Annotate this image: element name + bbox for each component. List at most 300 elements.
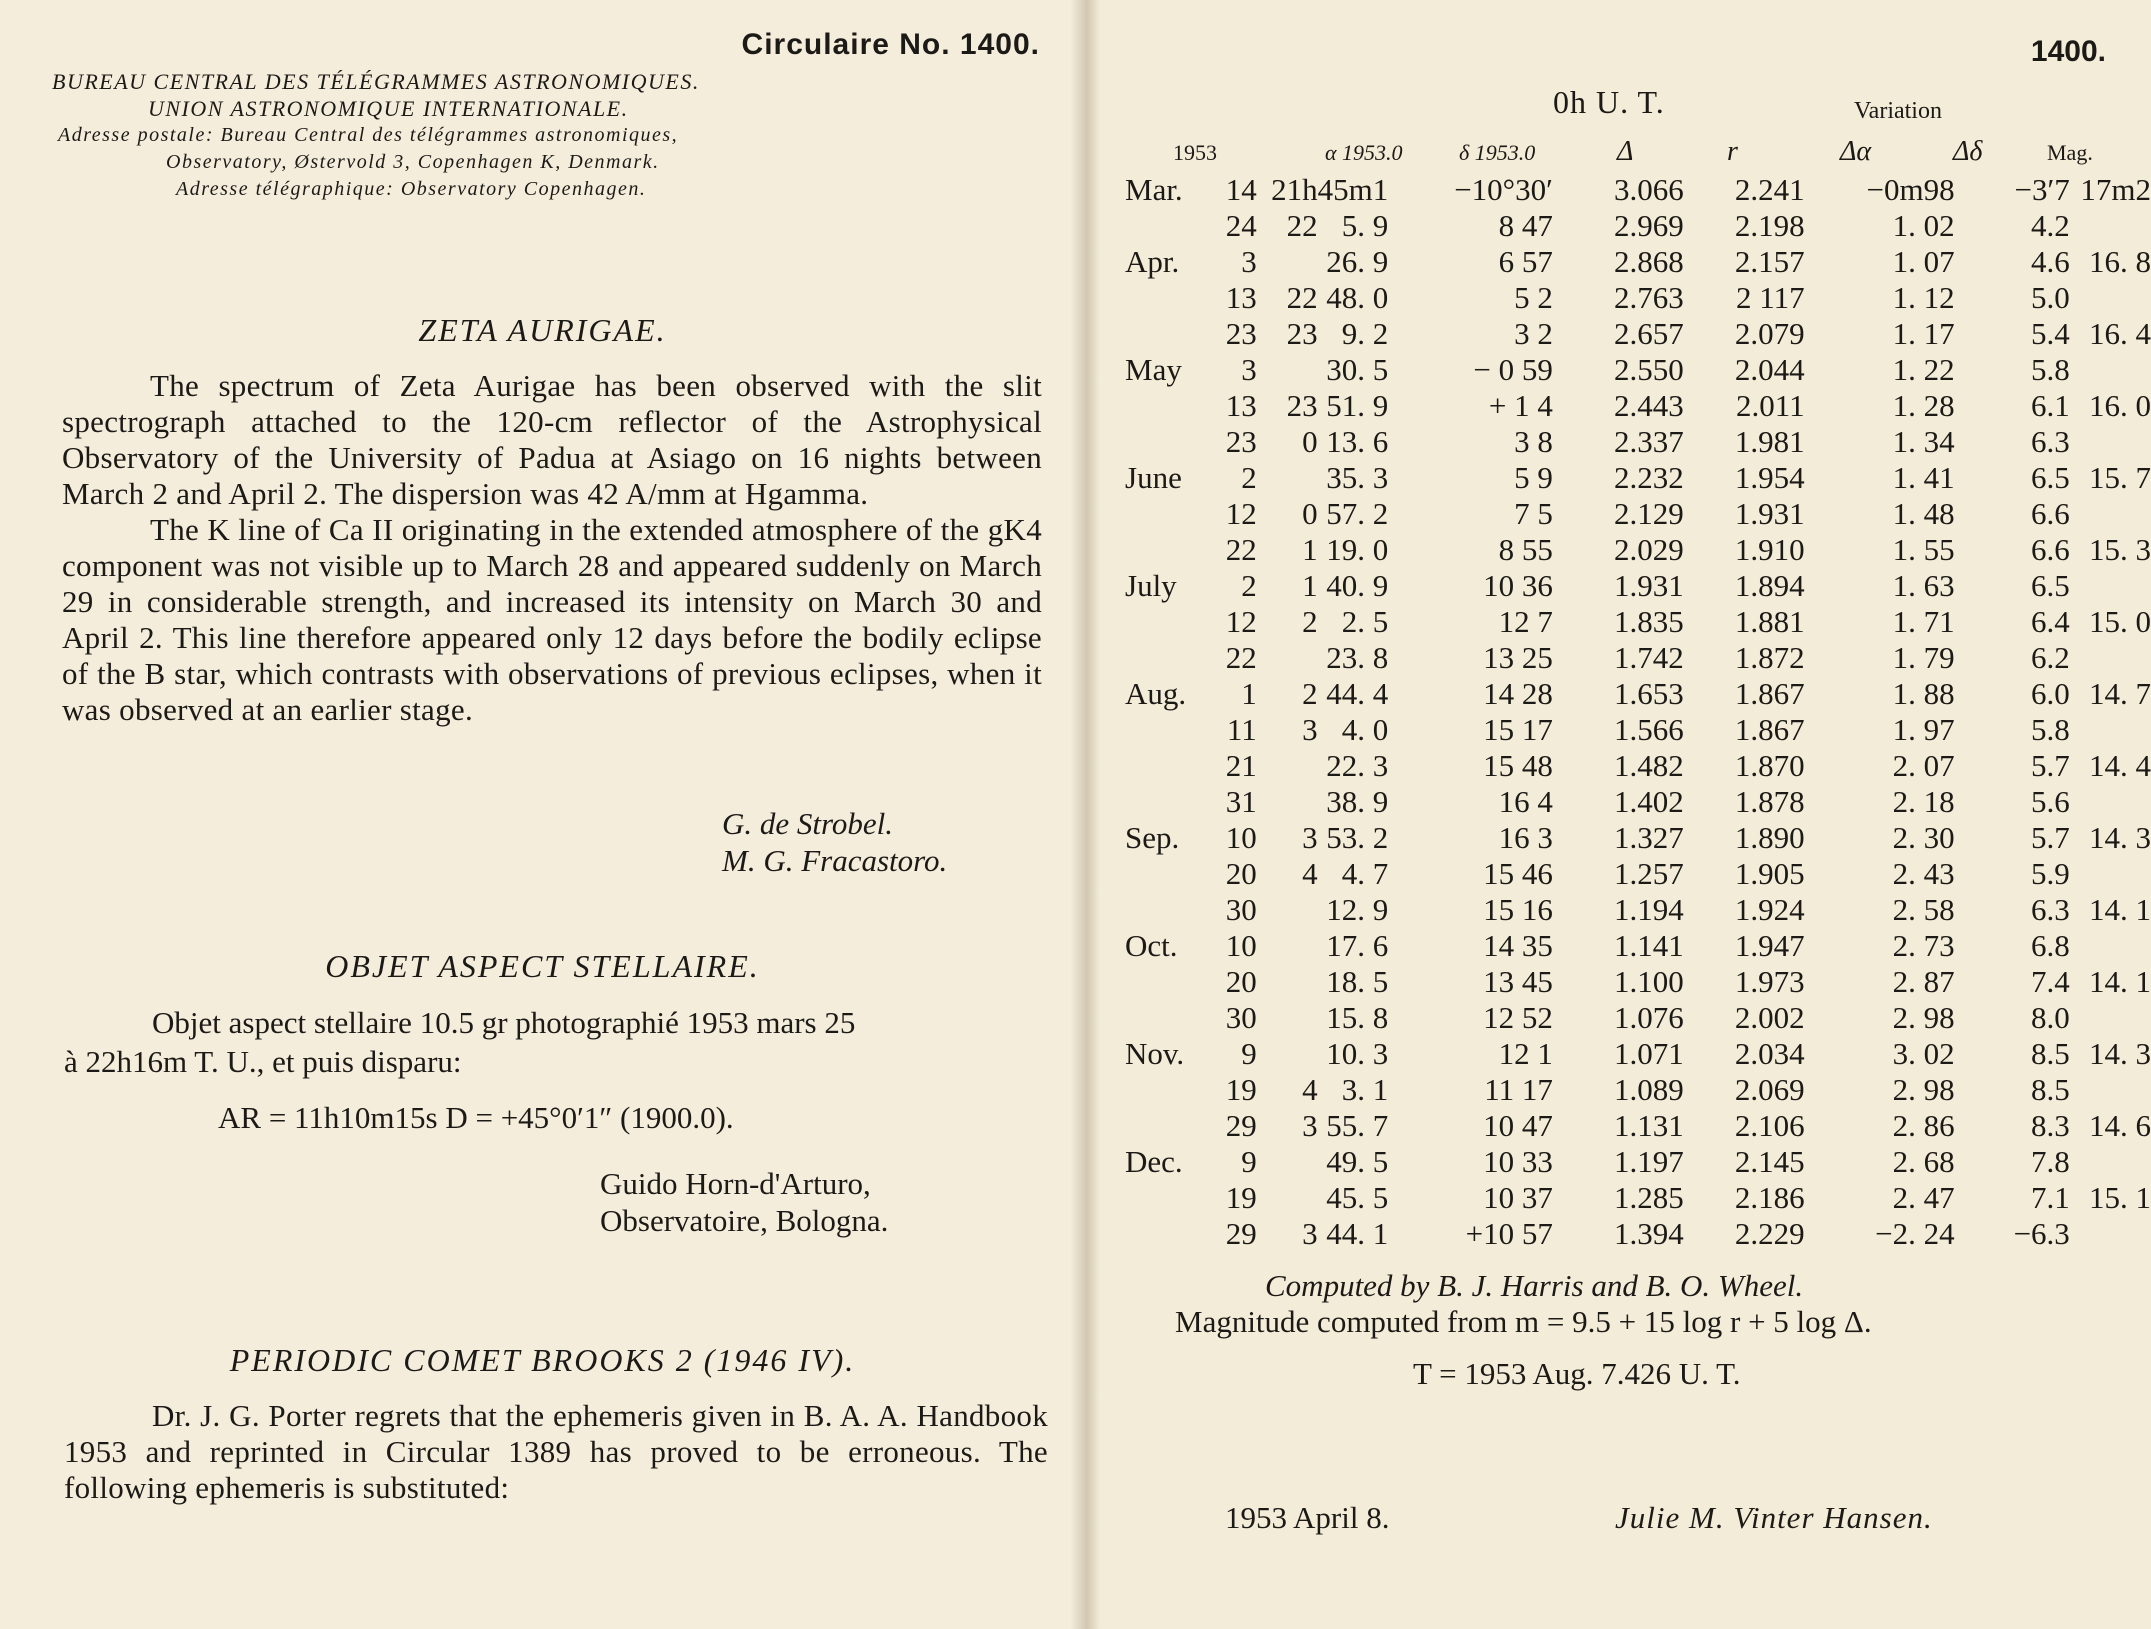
ephemeris-row [1125,1216,2151,1252]
cell-declination: 10 33 [1483,1144,1553,1179]
cell-earth-distance: 1.131 [1613,1108,1684,1143]
header-var-delta: Δδ [1953,136,1983,167]
ephemeris-row [1125,352,2151,388]
header-year: 1953 [1173,140,1217,165]
cell-declination: 10 47 [1483,1108,1553,1143]
cell-earth-distance: 3.066 [1613,172,1684,207]
cell-dec-variation: 6.5 [2031,460,2070,495]
ephemeris-row [1125,1000,2151,1036]
cell-dec-variation: 7.8 [2031,1144,2070,1179]
circular-number: Circulaire No. 1400. [741,28,1040,61]
cell-ra-variation: 1. 41 [1892,460,1955,495]
zeta-body [62,368,1042,728]
cell-dec-variation: 6.3 [2031,892,2070,927]
header-alpha: α 1953.0 [1325,140,1403,165]
cell-day: 3 [1241,244,1257,279]
cell-magnitude: 14. 3 [2089,1036,2151,1071]
cell-earth-distance: 2.657 [1613,316,1684,351]
cell-dec-variation: 6.6 [2031,496,2070,531]
cell-dec-variation: 5.0 [2031,280,2070,315]
cell-month [1125,784,1213,820]
cell-day: 23 [1225,424,1257,459]
cell-sun-distance: 1.867 [1734,712,1805,747]
cell-ra-hours: 1 [1302,568,1318,603]
header-magnitude: Mag. [2047,140,2093,165]
bureau-header [52,68,700,203]
cell-ra-hours [1257,892,1318,928]
cell-month [1125,280,1213,316]
cell-sun-distance: 2.044 [1734,352,1805,387]
cell-ra-hours [1257,244,1318,280]
cell-declination: 12 52 [1483,1000,1553,1035]
bureau-line-5: Adresse télégraphique: Observatory Copenhagen. [176,178,647,200]
cell-earth-distance: 2.443 [1613,388,1684,423]
cell-ra-variation: 3. 02 [1892,1036,1955,1071]
cell-ra-minutes: 49. 5 [1326,1144,1389,1179]
cell-dec-variation: 8.5 [2031,1036,2070,1071]
circular-date: 1953 April 8. [1225,1500,1390,1535]
cell-earth-distance: 1.394 [1613,1216,1684,1251]
cell-ra-hours [1257,1000,1318,1036]
cell-dec-variation: 5.9 [2031,856,2070,891]
cell-sun-distance: 2.034 [1734,1036,1805,1071]
cell-dec-variation: 6.0 [2031,676,2070,711]
cell-ra-variation: 2. 07 [1892,748,1955,783]
cell-magnitude: 16. 8 [2089,244,2151,279]
ephemeris-row [1125,964,2151,1000]
cell-earth-distance: 1.141 [1613,928,1684,963]
cell-month [1125,496,1213,532]
bureau-line-2: UNION ASTRONOMIQUE INTERNATIONALE. [148,96,629,121]
cell-ra-hours [1257,1144,1318,1180]
ephemeris-table [1125,172,2151,1252]
cell-dec-variation: 6.5 [2031,568,2070,603]
cell-earth-distance: 2.763 [1613,280,1684,315]
cell-dec-variation: 6.1 [2031,388,2070,423]
cell-ra-minutes: 26. 9 [1326,244,1389,279]
ephemeris-row [1125,676,2151,712]
cell-earth-distance: 2.868 [1613,244,1684,279]
cell-day: 9 [1241,1036,1257,1071]
cell-ra-hours [1257,352,1318,388]
cell-sun-distance: 2.079 [1734,316,1805,351]
cell-month [1125,1180,1213,1216]
cell-ra-hours: 22 [1286,280,1318,315]
magnitude-formula: Magnitude computed from m = 9.5 + 15 log r + 5 log Δ. [1175,1304,1872,1339]
cell-magnitude: 15. 7 [2089,460,2151,495]
cell-ra-hours: 2 [1302,676,1318,711]
header-var-alpha: Δα [1840,136,1872,167]
cell-ra-hours: 0 [1302,424,1318,459]
objet-line-2: à 22h16m T. U., et puis disparu: [64,1044,462,1079]
cell-ra-hours [1257,1036,1318,1072]
cell-ra-variation: 2. 30 [1892,820,1955,855]
cell-ra-variation: 1. 48 [1892,496,1955,531]
cell-sun-distance: 1.870 [1734,748,1805,783]
cell-magnitude: 15. 1 [2089,1180,2151,1215]
ephemeris-row [1125,316,2151,352]
ephemeris-row [1125,856,2151,892]
cell-earth-distance: 1.089 [1613,1072,1684,1107]
cell-sun-distance: 1.924 [1734,892,1805,927]
cell-sun-distance: 2.198 [1734,208,1805,243]
cell-sun-distance: 2.157 [1734,244,1805,279]
cell-month [1125,604,1213,640]
cell-sun-distance: 2.145 [1734,1144,1805,1179]
cell-month: Apr. [1125,244,1180,279]
cell-declination: 10 36 [1483,568,1553,603]
cell-month [1125,316,1213,352]
cell-earth-distance: 1.742 [1613,640,1684,675]
cell-earth-distance: 1.071 [1613,1036,1684,1071]
cell-magnitude [2070,928,2151,964]
cell-declination: 12 7 [1498,604,1553,639]
cell-declination: 14 28 [1483,676,1553,711]
cell-month [1125,424,1213,460]
cell-month [1125,532,1213,568]
cell-ra-minutes: 40. 9 [1326,568,1389,603]
cell-month [1125,640,1213,676]
zeta-paragraph-2: The K line of Ca II originating in the extended atmosphere of the gK4 component was not visible up to March 28 and appeared suddenly on March 29 in considerable strength, and increased its intensity on March 30 and April 2. This line therefore appeared only 12 days before the bodily eclipse of the B star, which contrasts with observations of previous eclipses, when it was observed at an earlier stage. [62,512,1042,727]
cell-magnitude [2070,568,2151,604]
cell-day: 31 [1225,784,1257,819]
cell-earth-distance: 1.566 [1613,712,1684,747]
cell-magnitude [2070,1216,2151,1252]
cell-declination: 3 8 [1514,424,1553,459]
cell-magnitude [2070,208,2151,244]
circular-author: Julie M. Vinter Hansen. [1615,1500,1933,1535]
cell-ra-variation: −2. 24 [1875,1216,1955,1251]
cell-sun-distance: 1.905 [1734,856,1805,891]
cell-ra-variation: 2. 18 [1892,784,1955,819]
cell-magnitude [2070,496,2151,532]
cell-earth-distance: 1.285 [1613,1180,1684,1215]
cell-day: 13 [1225,280,1257,315]
cell-earth-distance: 1.194 [1613,892,1684,927]
cell-magnitude: 16. 4 [2089,316,2151,351]
cell-ra-hours: 4 [1302,856,1318,891]
cell-ra-minutes: 10. 3 [1326,1036,1389,1071]
cell-month [1125,856,1213,892]
objet-line-1: Objet aspect stellaire 10.5 gr photographié 1953 mars 25 [152,1005,856,1040]
ephemeris-row [1125,1144,2151,1180]
cell-declination: 15 46 [1483,856,1553,891]
cell-ra-minutes: 57. 2 [1326,496,1389,531]
cell-ra-minutes: 44. 1 [1326,1216,1389,1251]
cell-ra-minutes: 17. 6 [1326,928,1389,963]
cell-ra-minutes: 38. 9 [1326,784,1389,819]
ephemeris-row [1125,496,2151,532]
cell-declination: 15 17 [1483,712,1553,747]
cell-dec-variation: 6.8 [2031,928,2070,963]
cell-sun-distance: 1.910 [1734,532,1805,567]
cell-month [1125,1000,1213,1036]
zeta-signature-1: G. de Strobel. [722,806,894,841]
cell-ra-hours: 0 [1302,496,1318,531]
cell-magnitude: 17m2 [2080,172,2151,207]
cell-declination: 12 1 [1498,1036,1553,1071]
cell-day: 21 [1225,748,1257,783]
cell-ra-variation: 2. 98 [1892,1000,1955,1035]
cell-dec-variation: 4.2 [2031,208,2070,243]
cell-sun-distance: 2.241 [1734,172,1805,207]
ephemeris-row [1125,820,2151,856]
cell-declination: 8 55 [1498,532,1553,567]
ephemeris-row [1125,1036,2151,1072]
cell-ra-variation: 1. 71 [1892,604,1955,639]
cell-ra-variation: 1. 55 [1892,532,1955,567]
cell-sun-distance: 2.186 [1734,1180,1805,1215]
cell-dec-variation: −6.3 [2013,1216,2070,1251]
cell-earth-distance: 1.257 [1613,856,1684,891]
computed-by: Computed by B. J. Harris and B. O. Wheel. [1265,1268,1804,1303]
cell-sun-distance: 2.106 [1734,1108,1805,1143]
header-delta: δ 1953.0 [1459,140,1536,165]
cell-ra-minutes: 45. 5 [1326,1180,1389,1215]
cell-month: Dec. [1125,1144,1183,1179]
ephemeris-row [1125,748,2151,784]
cell-dec-variation: 6.6 [2031,532,2070,567]
cell-magnitude: 14. 3 [2089,820,2151,855]
cell-ra-minutes: 30. 5 [1326,352,1389,387]
ephemeris-body [1125,172,2151,1252]
cell-ra-minutes: 35. 3 [1326,460,1389,495]
cell-ra-variation: 1. 28 [1892,388,1955,423]
cell-dec-variation: 5.8 [2031,712,2070,747]
cell-ra-minutes: 55. 7 [1326,1108,1389,1143]
cell-day: 20 [1225,964,1257,999]
cell-ra-variation: 2. 87 [1892,964,1955,999]
cell-ra-minutes: 48. 0 [1326,280,1389,315]
cell-ra-minutes: 44. 4 [1326,676,1389,711]
cell-ra-variation: −0m98 [1866,172,1955,207]
cell-day: 24 [1225,208,1257,243]
objet-signature-2: Observatoire, Bologna. [600,1203,889,1238]
comet-body [64,1398,1048,1506]
cell-ra-variation: 1. 07 [1892,244,1955,279]
ephemeris-row [1125,1180,2151,1216]
cell-ra-hours: 3 [1302,712,1318,747]
cell-ra-hours: 2 [1302,604,1318,639]
page-gutter [1070,0,1100,1629]
cell-month: Mar. [1125,172,1183,207]
ephemeris-row [1125,388,2151,424]
cell-earth-distance: 1.482 [1613,748,1684,783]
cell-earth-distance: 2.550 [1613,352,1684,387]
cell-ra-hours [1257,640,1318,676]
bureau-line-4: Observatory, Østervold 3, Copenhagen K, Denmark. [166,151,660,173]
cell-earth-distance: 1.100 [1613,964,1684,999]
cell-ra-hours: 3 [1302,1108,1318,1143]
comet-paragraph: Dr. J. G. Porter regrets that the ephemeris given in B. A. A. Handbook 1953 and reprinted in Circular 1389 has proved to be erroneous. The following ephemeris is substituted: [64,1398,1048,1505]
cell-ra-minutes: 22. 3 [1326,748,1389,783]
cell-sun-distance: 1.872 [1734,640,1805,675]
cell-ra-variation: 1. 34 [1892,424,1955,459]
cell-earth-distance: 1.653 [1613,676,1684,711]
cell-day: 19 [1225,1072,1257,1107]
cell-magnitude [2070,784,2151,820]
cell-sun-distance: 2.229 [1734,1216,1805,1251]
cell-day: 10 [1225,820,1257,855]
cell-day: 13 [1225,388,1257,423]
cell-dec-variation: 5.7 [2031,820,2070,855]
cell-declination: 7 5 [1514,496,1553,531]
cell-ra-variation: 1. 97 [1892,712,1955,747]
ephemeris-row [1125,208,2151,244]
cell-ra-hours: 21h [1271,172,1318,207]
cell-dec-variation: 6.3 [2031,424,2070,459]
cell-dec-variation: 6.4 [2031,604,2070,639]
zeta-title: ZETA AURIGAE. [418,312,667,348]
cell-ra-minutes: 18. 5 [1326,964,1389,999]
cell-ra-minutes: 4. 7 [1341,856,1389,891]
cell-earth-distance: 1.931 [1613,568,1684,603]
cell-day: 3 [1241,352,1257,387]
cell-earth-distance: 2.129 [1613,496,1684,531]
cell-ra-variation: 1. 63 [1892,568,1955,603]
cell-dec-variation: 5.4 [2031,316,2070,351]
cell-ra-minutes: 13. 6 [1326,424,1389,459]
zeta-signature-2: M. G. Fracastoro. [722,843,948,878]
cell-ra-variation: 2. 47 [1892,1180,1955,1215]
cell-ra-minutes: 5. 9 [1341,208,1389,243]
cell-earth-distance: 1.402 [1613,784,1684,819]
cell-month: Nov. [1125,1036,1185,1071]
zeta-paragraph-1: The spectrum of Zeta Aurigae has been observed with the slit spectrograph attached to the 120-cm reflector of the Astrophysical Observatory of the University of Padua at Asiago on 16 nights between March 2 and April 2. The dispersion was 42 A/mm at Hgamma. [62,368,1042,511]
cell-day: 19 [1225,1180,1257,1215]
perihelion-time: T = 1953 Aug. 7.426 U. T. [1413,1356,1741,1391]
cell-magnitude [2070,424,2151,460]
cell-day: 30 [1225,892,1257,927]
cell-day: 11 [1226,712,1257,747]
ephemeris-row [1125,244,2151,280]
cell-dec-variation: 5.7 [2031,748,2070,783]
cell-dec-variation: 7.4 [2031,964,2070,999]
ephemeris-row [1125,172,2151,208]
cell-month: May [1125,352,1182,387]
cell-ra-variation: 1. 88 [1892,676,1955,711]
cell-ra-hours [1257,460,1318,496]
ephemeris-row [1125,280,2151,316]
bureau-line-3: Adresse postale: Bureau Central des télégrammes astronomiques, [58,124,679,146]
cell-day: 12 [1225,496,1257,531]
cell-sun-distance: 1.947 [1734,928,1805,963]
cell-declination: 16 4 [1498,784,1553,819]
cell-declination: 15 16 [1483,892,1553,927]
cell-ra-minutes: 53. 2 [1326,820,1389,855]
variation-label: Variation [1854,98,1942,124]
cell-dec-variation: 7.1 [2031,1180,2070,1215]
cell-earth-distance: 1.327 [1613,820,1684,855]
cell-ra-minutes: 51. 9 [1326,388,1389,423]
cell-ra-minutes: 12. 9 [1326,892,1389,927]
cell-ra-variation: 1. 79 [1892,640,1955,675]
cell-declination: 14 35 [1483,928,1553,963]
cell-month [1125,1216,1213,1252]
cell-ra-minutes: 4. 0 [1341,712,1389,747]
cell-dec-variation: 8.3 [2031,1108,2070,1143]
cell-sun-distance: 2.069 [1734,1072,1805,1107]
cell-ra-variation: 1. 02 [1892,208,1955,243]
cell-declination: +10 57 [1465,1216,1553,1251]
cell-day: 20 [1225,856,1257,891]
cell-dec-variation: −3′7 [2014,172,2070,207]
cell-sun-distance: 1.881 [1734,604,1805,639]
cell-month [1125,712,1213,748]
cell-sun-distance: 1.981 [1734,424,1805,459]
cell-magnitude [2070,1072,2151,1108]
cell-month [1125,1072,1213,1108]
cell-magnitude [2070,856,2151,892]
cell-ra-variation: 2. 86 [1892,1108,1955,1143]
cell-declination: 11 17 [1484,1072,1553,1107]
cell-dec-variation: 6.2 [2031,640,2070,675]
right-page [1085,0,2151,1629]
ephemeris-row [1125,712,2151,748]
ephemeris-row [1125,424,2151,460]
cell-declination: 15 48 [1483,748,1553,783]
cell-declination: −10°30′ [1454,172,1553,207]
cell-sun-distance: 1.894 [1734,568,1805,603]
cell-dec-variation: 4.6 [2031,244,2070,279]
cell-declination: 13 45 [1483,964,1553,999]
ephemeris-row [1125,928,2151,964]
ephemeris-row [1125,1072,2151,1108]
cell-month [1125,964,1213,1000]
cell-month: Aug. [1125,676,1187,711]
cell-magnitude [2070,352,2151,388]
cell-declination: 5 2 [1514,280,1553,315]
cell-declination: + 1 4 [1488,388,1553,423]
cell-day: 22 [1225,532,1257,567]
cell-magnitude: 14. 4 [2089,748,2151,783]
cell-day: 29 [1225,1108,1257,1143]
cell-day: 23 [1225,316,1257,351]
cell-month [1125,892,1213,928]
header-Delta: Δ [1617,136,1634,167]
cell-day: 1 [1241,676,1257,711]
cell-ra-minutes: 45m1 [1317,172,1389,207]
cell-ra-variation: 1. 12 [1892,280,1955,315]
cell-earth-distance: 2.969 [1613,208,1684,243]
cell-declination: 10 37 [1483,1180,1553,1215]
cell-ra-hours [1257,928,1318,964]
page-number: 1400. [2030,35,2106,68]
cell-ra-variation: 2. 43 [1892,856,1955,891]
cell-ra-hours [1257,748,1318,784]
cell-sun-distance: 1.973 [1734,964,1805,999]
cell-earth-distance: 2.029 [1613,532,1684,567]
cell-day: 2 [1241,568,1257,603]
cell-ra-minutes: 9. 2 [1341,316,1389,351]
cell-sun-distance: 1.890 [1734,820,1805,855]
cell-ra-hours: 23 [1286,388,1318,423]
cell-month [1125,748,1213,784]
cell-dec-variation: 8.5 [2031,1072,2070,1107]
cell-ra-variation: 1. 17 [1892,316,1955,351]
cell-declination: 16 3 [1498,820,1553,855]
cell-declination: 5 9 [1514,460,1553,495]
objet-signature-1: Guido Horn-d'Arturo, [600,1166,871,1201]
cell-magnitude [2070,1144,2151,1180]
cell-magnitude: 16. 0 [2089,388,2151,423]
cell-ra-variation: 2. 68 [1892,1144,1955,1179]
cell-month: June [1125,460,1182,495]
cell-sun-distance: 1.878 [1734,784,1805,819]
cell-dec-variation: 8.0 [2031,1000,2070,1035]
cell-ra-variation: 2. 98 [1892,1072,1955,1107]
ephemeris-row [1125,604,2151,640]
